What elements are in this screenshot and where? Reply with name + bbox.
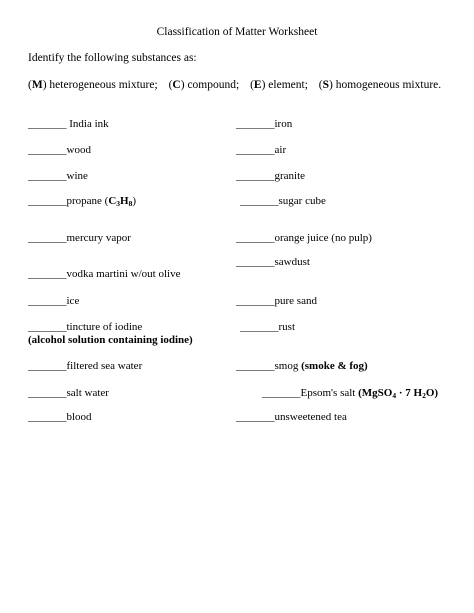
instructions: Identify the following substances as: <box>28 52 197 64</box>
formula-sub: 4 <box>392 391 397 400</box>
legend-code-m: M <box>31 79 43 91</box>
list-item <box>28 118 109 131</box>
item-tincture-of-iodine: tincture of iodine <box>66 321 143 333</box>
list-item <box>28 170 88 183</box>
answer-blank[interactable]: _______ <box>28 411 67 423</box>
list-item <box>28 411 92 424</box>
answer-blank[interactable]: _______ <box>28 387 67 399</box>
formula-sub: 3 <box>116 199 121 208</box>
answer-blank[interactable]: _______ <box>28 360 67 372</box>
item-pure-sand: pure sand <box>274 295 317 307</box>
item-iron: iron <box>274 118 293 130</box>
item-wood: wood <box>66 144 91 156</box>
answer-blank[interactable]: _______ <box>236 118 275 130</box>
item-mercury-vapor: mercury vapor <box>66 232 131 244</box>
answer-blank[interactable]: _______ <box>236 170 275 182</box>
item-orange-juice: orange juice (no pulp) <box>274 232 372 244</box>
answer-blank[interactable]: _______ <box>28 195 67 207</box>
formula-close: O) <box>425 387 439 399</box>
list-item <box>28 144 91 157</box>
list-item <box>28 295 79 308</box>
list-item <box>262 387 438 400</box>
legend-label-c: compound; <box>187 79 240 91</box>
answer-blank[interactable]: _______ <box>28 268 67 280</box>
list-item <box>236 144 286 157</box>
legend-label-e: element; <box>268 79 308 91</box>
formula-c: C <box>108 195 117 207</box>
answer-blank[interactable]: _______ <box>28 144 67 156</box>
page-title: Classification of Matter Worksheet <box>156 26 318 38</box>
item-sawdust: sawdust <box>274 256 310 268</box>
list-item <box>240 321 295 334</box>
answer-blank[interactable]: _______ <box>28 170 67 182</box>
item-sugar-cube: sugar cube <box>278 195 326 207</box>
answer-blank[interactable]: _______ <box>28 232 67 244</box>
answer-blank[interactable]: _______ <box>28 321 67 333</box>
item-epsom-salt: Epsom's salt <box>300 387 359 399</box>
legend-label-m: heterogeneous mixture; <box>49 79 158 91</box>
item-unsweetened-tea: unsweetened tea <box>274 411 347 423</box>
formula-sub: 2 <box>422 391 426 400</box>
list-item <box>236 232 372 245</box>
list-item <box>236 170 305 183</box>
answer-blank[interactable]: _______ <box>236 232 275 244</box>
list-item <box>236 360 368 373</box>
item-granite: granite <box>274 170 306 182</box>
legend-code-e: E <box>253 79 262 91</box>
formula-h: H <box>120 195 129 207</box>
list-item <box>28 387 109 400</box>
answer-blank[interactable]: _______ <box>240 195 279 207</box>
list-item <box>236 295 317 308</box>
legend-label-s: homogeneous mixture. <box>335 79 442 91</box>
list-item <box>236 256 310 269</box>
list-item <box>240 195 326 208</box>
answer-blank[interactable]: _______ <box>28 295 67 307</box>
item-rust: rust <box>278 321 295 333</box>
item-salt-water: salt water <box>66 387 109 399</box>
list-item <box>28 321 142 334</box>
formula-sub: 8 <box>128 199 133 208</box>
item-filtered-sea-water: filtered sea water <box>66 360 143 372</box>
answer-blank[interactable]: _______ <box>236 360 275 372</box>
item-note: (smoke & fog) <box>301 360 368 372</box>
item-propane: propane ( <box>66 195 109 207</box>
item-wine: wine <box>66 170 88 182</box>
answer-blank[interactable]: _______ <box>236 295 275 307</box>
item-ice: ice <box>66 295 80 307</box>
answer-blank[interactable]: _______ <box>240 321 279 333</box>
item-smog: smog <box>274 360 302 372</box>
item-air: air <box>274 144 287 156</box>
list-item <box>236 118 292 131</box>
formula-mgso: (MgSO <box>358 387 393 399</box>
item-blood: blood <box>66 411 92 423</box>
item-vodka-martini: vodka martini w/out olive <box>66 268 181 280</box>
legend-code-c: C <box>172 79 181 91</box>
formula-close: ) <box>132 195 137 207</box>
legend-code-s: S <box>322 79 330 91</box>
answer-blank[interactable]: _______ <box>28 118 67 130</box>
answer-blank[interactable]: _______ <box>236 256 275 268</box>
list-item <box>28 360 142 373</box>
list-item <box>28 268 180 281</box>
legend: (M) heterogeneous mixture; (C) compound; (E) element; (S) homogeneous mixture. <box>28 79 442 91</box>
answer-blank[interactable]: _______ <box>236 144 275 156</box>
list-item <box>236 411 347 424</box>
list-item <box>28 232 131 245</box>
item-note: (alcohol solution containing iodine) <box>28 334 193 346</box>
list-item <box>28 195 136 208</box>
answer-blank[interactable]: _______ <box>262 387 301 399</box>
answer-blank[interactable]: _______ <box>236 411 275 423</box>
item-india-ink: India ink <box>69 118 109 130</box>
formula-hydrate: · 7 H <box>396 387 423 399</box>
